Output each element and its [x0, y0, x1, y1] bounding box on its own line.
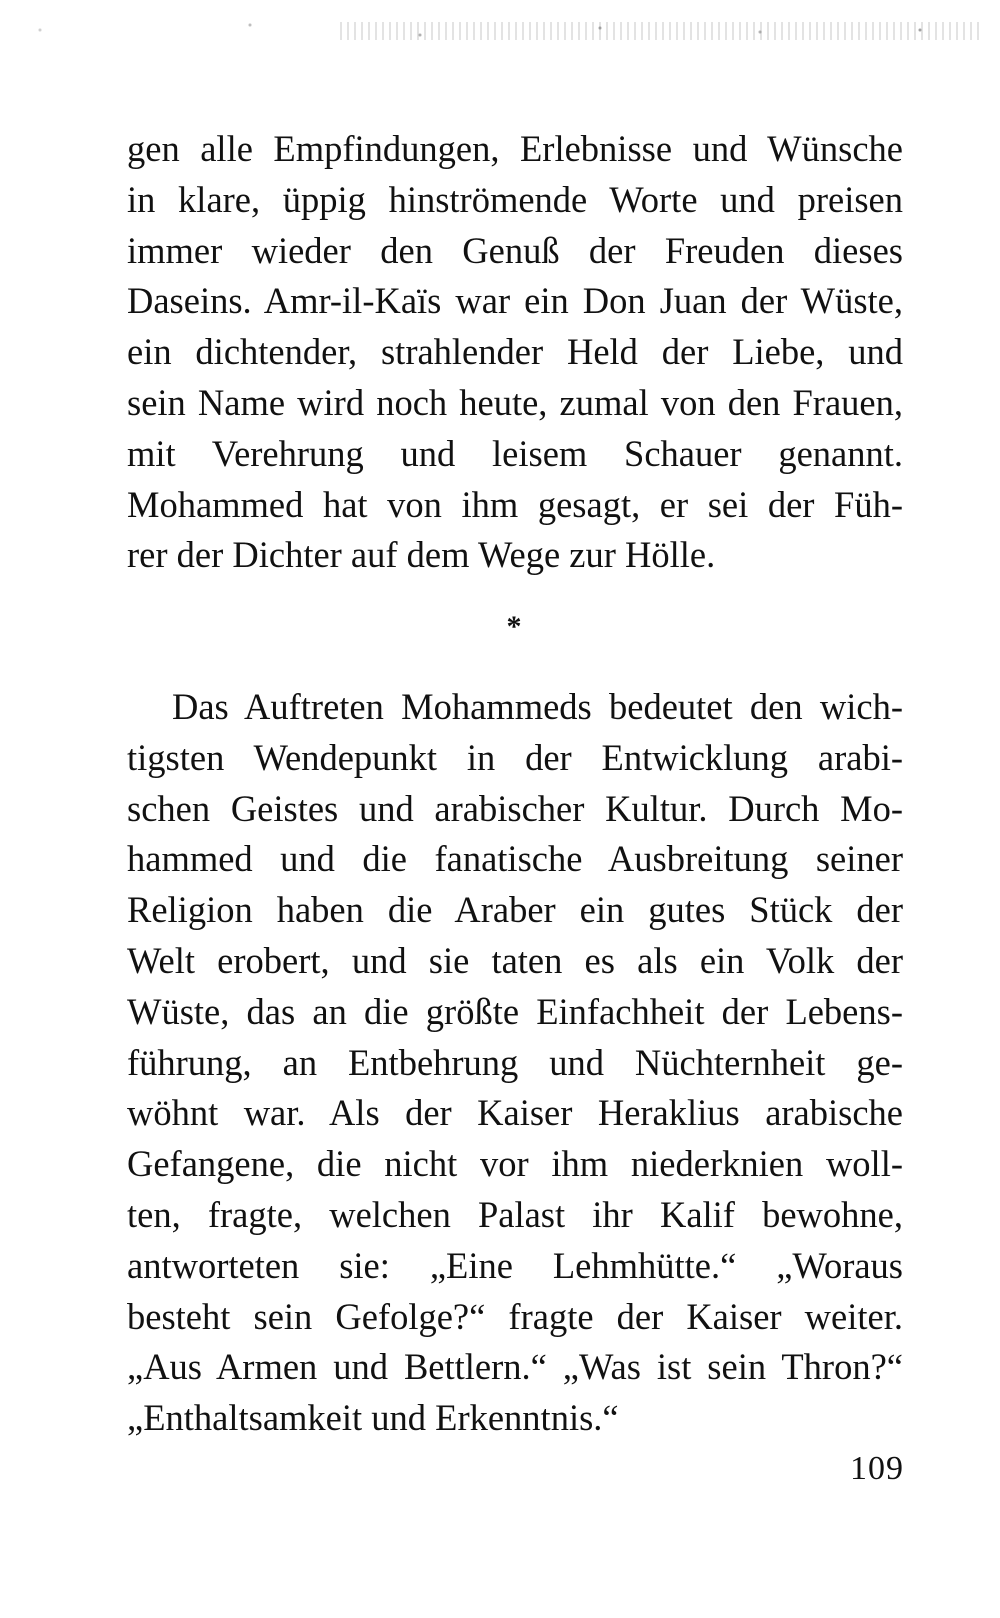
text-line: besteht sein Gefolge?“ fragte der Kaiser weiter. — [127, 1295, 903, 1337]
text-line: wöhnt war. Als der Kaiser Heraklius arabische — [127, 1092, 903, 1134]
text-line: mit Verehrung und leisem Schauer genannt. — [127, 432, 903, 474]
text-line: ein dichtender, strahlender Held der Liebe, und — [127, 331, 903, 373]
text-line: immer wieder den Genuß der Freuden dieses — [127, 229, 903, 271]
text-line: hammed und die fanatische Ausbreitung seiner — [127, 838, 903, 880]
text-line: „Enthaltsamkeit und Erkenntnis.“ — [127, 1397, 619, 1439]
text-line: Das Auftreten Mohammeds bedeutet den wich- — [172, 686, 903, 727]
text-line: sein Name wird noch heute, zumal von den Frauen, — [127, 381, 903, 423]
text-line: in klare, üppig hinströmende Worte und preisen — [127, 178, 903, 220]
text-line: „Aus Armen und Bettlern.“ „Was ist sein Thron?“ — [127, 1346, 903, 1388]
text-line: schen Geistes und arabischer Kultur. Durch Mo- — [127, 787, 903, 829]
text-line: Gefangene, die nicht vor ihm niederknien woll- — [127, 1143, 903, 1185]
text-line: Wüste, das an die größte Einfachheit der Lebens- — [127, 990, 903, 1032]
text-line: gen alle Empfindungen, Erlebnisse und Wünsche — [127, 128, 903, 169]
text-line: Mohammed hat von ihm gesagt, er sei der Füh- — [127, 483, 903, 525]
paragraph-1 — [127, 124, 903, 581]
section-separator-asterisk: * — [506, 610, 522, 643]
scan-edge-noise — [0, 0, 1000, 70]
page-number: 109 — [850, 1450, 904, 1487]
text-line: Daseins. Amr-il-Kaïs war ein Don Juan der Wüste, — [127, 280, 903, 322]
text-line: ten, fragte, welchen Palast ihr Kalif bewohne, — [127, 1193, 903, 1235]
paragraph-2 — [127, 682, 903, 1444]
text-line: Welt erobert, und sie taten es als ein Volk der — [127, 939, 903, 981]
text-line: Religion haben die Araber ein gutes Stück der — [127, 889, 903, 931]
text-line: führung, an Entbehrung und Nüchternheit ge- — [127, 1041, 903, 1083]
text-line: tigsten Wendepunkt in der Entwicklung arabi- — [127, 736, 903, 778]
text-line: rer der Dichter auf dem Wege zur Hölle. — [127, 534, 716, 576]
text-line: antworteten sie: „Eine Lehmhütte.“ „Woraus — [127, 1244, 903, 1286]
